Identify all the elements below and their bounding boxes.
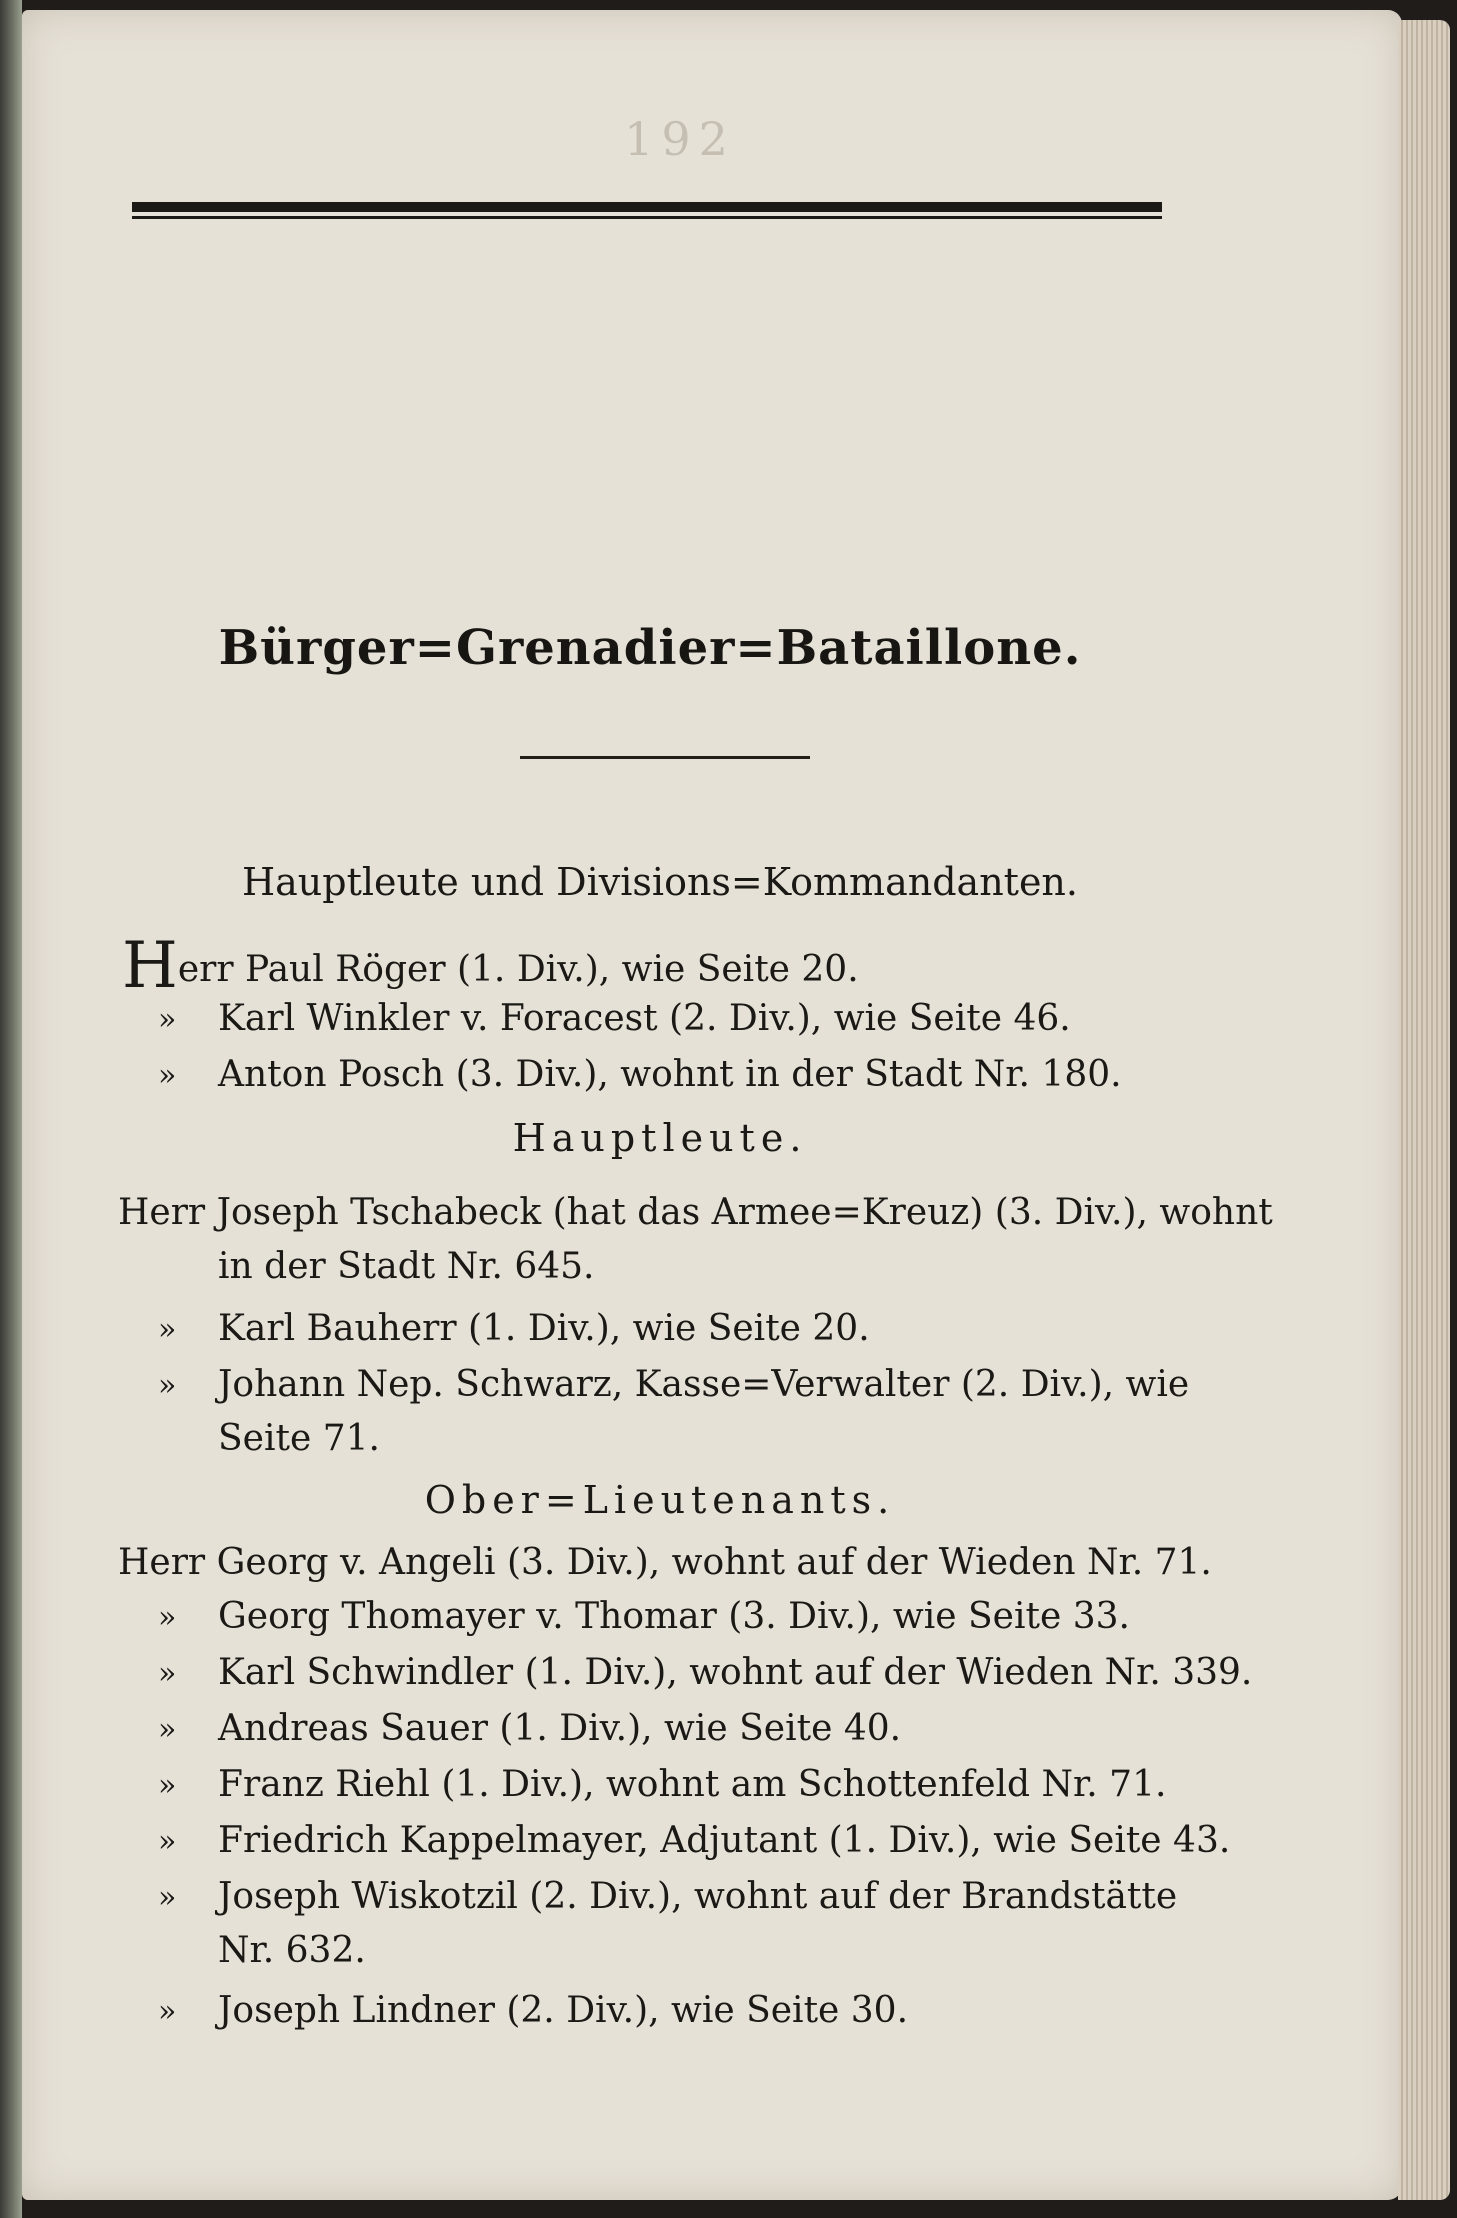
page-number: 192 [624, 112, 736, 166]
list-item [122, 929, 859, 1003]
ditto-mark: » [158, 1002, 177, 1037]
ditto-mark: » [158, 1712, 177, 1747]
ditto-mark: » [158, 1656, 177, 1691]
book-page [22, 10, 1402, 2200]
ditto-mark: » [158, 1824, 177, 1859]
entry-text: Paul Röger (1. Div.), wie Seite 20. [244, 949, 859, 990]
list-item-continuation: Seite 71. [218, 1418, 380, 1459]
ditto-mark: » [158, 1994, 177, 2029]
entry-prefix: H [122, 929, 178, 1003]
list-item: Joseph Lindner (2. Div.), wie Seite 30. [218, 1990, 909, 2031]
ditto-mark: » [158, 1312, 177, 1347]
list-item: Joseph Wiskotzil (2. Div.), wohnt auf der Brandstätte [218, 1876, 1178, 1917]
header-rule [132, 202, 1162, 212]
page-edges [1398, 20, 1450, 2200]
page-title: Bürger=Grenadier=Bataillone. [218, 620, 1082, 676]
ditto-mark: » [158, 1880, 177, 1915]
ditto-mark: » [158, 1600, 177, 1635]
list-item: Georg Thomayer v. Thomar (3. Div.), wie Seite 33. [218, 1596, 1130, 1637]
section-heading-ober-lieutenants: Ober=Lieutenants. [424, 1478, 896, 1522]
ditto-mark: » [158, 1368, 177, 1403]
section-heading-hauptleute-divisions: Hauptleute und Divisions=Kommandanten. [242, 860, 1078, 904]
section-heading-hauptleute: Hauptleute. [512, 1116, 808, 1160]
list-item: Karl Schwindler (1. Div.), wohnt auf der Wieden Nr. 339. [218, 1652, 1253, 1693]
list-item: Friedrich Kappelmayer, Adjutant (1. Div.), wie Seite 43. [218, 1820, 1231, 1861]
entry-prefix-rest: err [177, 949, 245, 990]
entry-prefix: Herr [118, 1192, 206, 1233]
list-item-continuation: Nr. 632. [218, 1930, 366, 1971]
title-rule [520, 756, 810, 759]
list-item [118, 1542, 1212, 1583]
ditto-mark: » [158, 1768, 177, 1803]
list-item: Johann Nep. Schwarz, Kasse=Verwalter (2. Div.), wie [218, 1364, 1190, 1405]
entry-text: Joseph Tschabeck (hat das Armee=Kreuz) (3. Div.), wohnt [216, 1192, 1273, 1233]
list-item: Karl Winkler v. Foracest (2. Div.), wie Seite 46. [218, 998, 1071, 1039]
list-item: Franz Riehl (1. Div.), wohnt am Schottenfeld Nr. 71. [218, 1764, 1167, 1805]
list-item: Karl Bauherr (1. Div.), wie Seite 20. [218, 1308, 870, 1349]
list-item: Andreas Sauer (1. Div.), wie Seite 40. [218, 1708, 902, 1749]
list-item-continuation: in der Stadt Nr. 645. [218, 1246, 595, 1287]
ditto-mark: » [158, 1058, 177, 1093]
list-item: Anton Posch (3. Div.), wohnt in der Stadt Nr. 180. [218, 1054, 1122, 1095]
entry-prefix: Herr [118, 1542, 206, 1583]
entry-text: Georg v. Angeli (3. Div.), wohnt auf der Wieden Nr. 71. [216, 1542, 1212, 1583]
book-binding [0, 0, 22, 2218]
list-item [118, 1192, 1273, 1233]
